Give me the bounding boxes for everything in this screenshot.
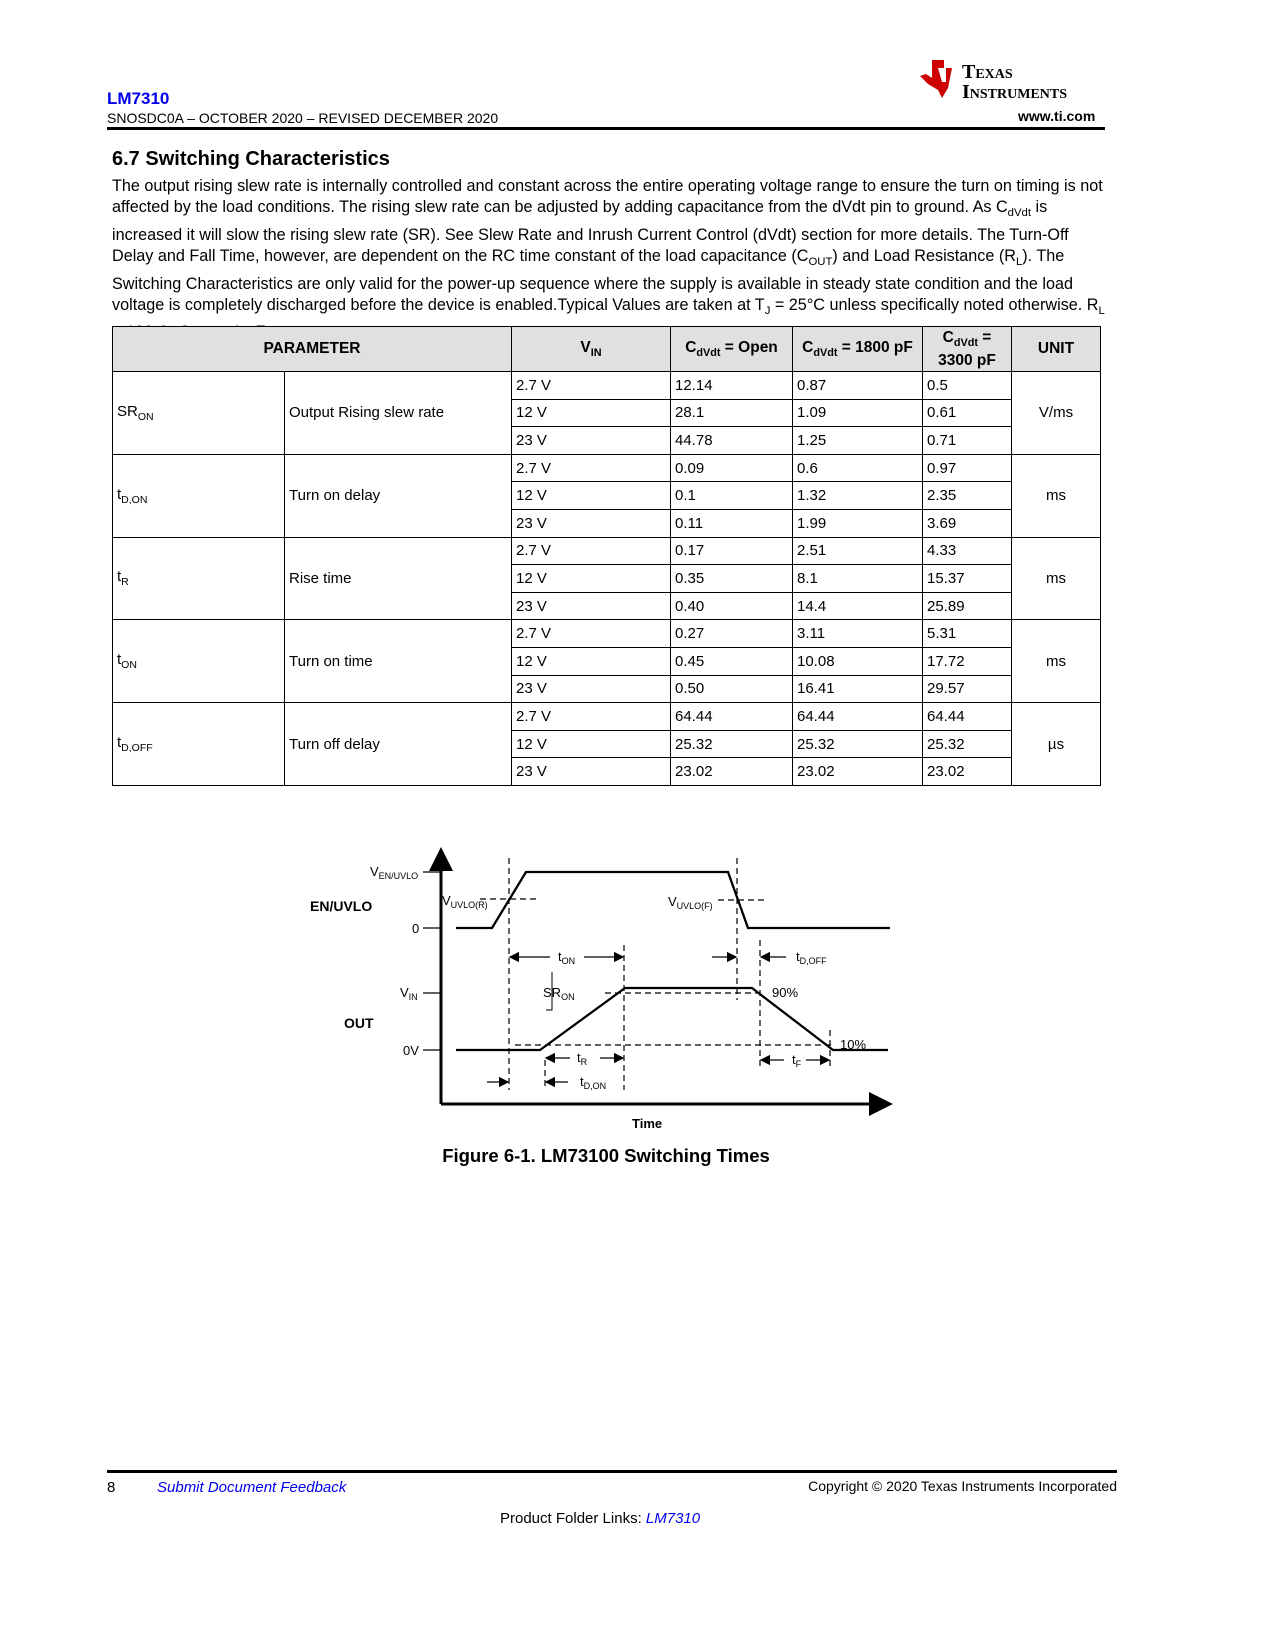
vin-cell: 12 V	[512, 482, 671, 510]
vin-cell: 23 V	[512, 509, 671, 537]
c1800-cell: 0.6	[793, 454, 923, 482]
sr-on-label: $SR_{ON}$	[543, 985, 575, 1002]
c1800-cell: 10.08	[793, 647, 923, 675]
open-cell: 0.09	[671, 454, 793, 482]
param-symbol: $t_R$	[113, 537, 285, 620]
subscript: L	[1098, 305, 1105, 318]
unit-cell: V/ms	[1012, 372, 1101, 455]
param-description: Output Rising slew rate	[285, 372, 512, 455]
c1800-cell: 0.87	[793, 372, 923, 400]
param-description: Turn off delay	[285, 703, 512, 786]
c3300-cell: 17.72	[923, 647, 1012, 675]
zero-label: 0	[412, 921, 420, 936]
uvlo-f-label: $V_{UVLO(F)}$	[668, 894, 713, 911]
copyright: Copyright © 2020 Texas Instruments Incorporated	[808, 1478, 1117, 1494]
open-cell: 23.02	[671, 758, 793, 786]
footer-rule	[107, 1470, 1117, 1473]
open-cell: 0.27	[671, 620, 793, 648]
paragraph-text: ). The Switching Characteristics are only valid for the power-up sequence where the supply is available in steady state condition and the load voltage is completely discharged before the device is enabled.Typical Values are taken at T	[112, 247, 1074, 314]
c1800-cell: 16.41	[793, 675, 923, 703]
c3300-cell: 25.89	[923, 592, 1012, 620]
c1800-cell: 14.4	[793, 592, 923, 620]
c1800-cell: 3.11	[793, 620, 923, 648]
open-cell: 0.17	[671, 537, 793, 565]
guide-lines	[480, 858, 835, 1090]
p10-label: 10%	[840, 1037, 867, 1052]
vin-cell: 12 V	[512, 565, 671, 593]
c3300-cell: 2.35	[923, 482, 1012, 510]
c3300-cell: 23.02	[923, 758, 1012, 786]
uvlo-r-label: $V_{UVLO(R)}$	[442, 893, 488, 910]
out-waveform	[456, 988, 888, 1050]
c1800-cell: 1.09	[793, 399, 923, 427]
v-en-label: $V_{EN/UVLO}$	[370, 864, 419, 881]
unit-cell: ms	[1012, 454, 1101, 537]
t-r-label: $t_R$	[577, 1050, 588, 1067]
v-in-label: $V_{IN}$	[400, 985, 418, 1002]
vin-cell: 2.7 V	[512, 537, 671, 565]
site-link[interactable]: www.ti.com	[1018, 108, 1096, 124]
param-description: Rise time	[285, 537, 512, 620]
c3300-cell: 4.33	[923, 537, 1012, 565]
t-don-label: $t_{D,ON}$	[580, 1074, 607, 1091]
subscript: OUT	[808, 256, 833, 269]
time-label: Time	[632, 1116, 663, 1131]
page-number: 8	[107, 1479, 116, 1496]
c3300-cell: 0.61	[923, 399, 1012, 427]
vin-cell: 12 V	[512, 399, 671, 427]
product-folder-link[interactable]: LM7310	[645, 1510, 701, 1527]
subscript: J	[764, 305, 771, 318]
en-uvlo-label: EN/UVLO	[310, 898, 373, 914]
col-open: $C_{dVdt}$ = Open	[671, 327, 793, 372]
out-label: OUT	[344, 1015, 374, 1031]
section-title: 6.7 Switching Characteristics	[112, 148, 390, 170]
logo-text-2: Instruments	[962, 81, 1068, 103]
doc-revision: SNOSDC0A – OCTOBER 2020 – REVISED DECEMBER 2020	[107, 110, 499, 126]
c1800-cell: 8.1	[793, 565, 923, 593]
t-doff-label: $t_{D,OFF}$	[796, 949, 827, 966]
open-cell: 0.11	[671, 509, 793, 537]
vin-cell: 23 V	[512, 758, 671, 786]
c3300-cell: 64.44	[923, 703, 1012, 731]
col-3300: $C_{dVdt} = 3300$ pF	[923, 327, 1012, 372]
part-number-link[interactable]: LM7310	[107, 89, 170, 108]
vin-cell: 12 V	[512, 730, 671, 758]
param-description: Turn on time	[285, 620, 512, 703]
open-cell: 64.44	[671, 703, 793, 731]
col-unit: UNIT	[1012, 327, 1101, 372]
c3300-cell: 29.57	[923, 675, 1012, 703]
subscript: L	[1015, 256, 1023, 269]
figure-caption: Figure 6-1. LM73100 Switching Times	[442, 1145, 770, 1166]
paragraph-text: is increased it will slow the rising slew rate (SR). See Slew Rate and Inrush Current Control (dVdt) section for more details. The Turn-Off Delay and Fall Time, however, are dependent on the RC time constant of the load capacitance (C	[112, 198, 1069, 266]
param-description: Turn on delay	[285, 454, 512, 537]
open-cell: 0.35	[671, 565, 793, 593]
paragraph-text: = 25°C unless specifically noted otherwise. R	[770, 295, 1099, 314]
c3300-cell: 0.71	[923, 427, 1012, 455]
c3300-cell: 3.69	[923, 509, 1012, 537]
product-folder-links: Product Folder Links: LM7310	[500, 1510, 701, 1527]
vin-cell: 2.7 V	[512, 454, 671, 482]
vin-cell: 2.7 V	[512, 372, 671, 400]
vin-cell: 23 V	[512, 592, 671, 620]
vin-cell: 23 V	[512, 427, 671, 455]
col-vin: $V_{IN}$	[512, 327, 671, 372]
open-cell: 0.50	[671, 675, 793, 703]
vin-cell: 23 V	[512, 675, 671, 703]
vin-cell: 2.7 V	[512, 620, 671, 648]
c3300-cell: 0.97	[923, 454, 1012, 482]
p90-label: 90%	[772, 985, 799, 1000]
open-cell: 0.1	[671, 482, 793, 510]
c1800-cell: 1.32	[793, 482, 923, 510]
param-symbol: $SR_{ON}$	[113, 372, 285, 455]
c1800-cell: 64.44	[793, 703, 923, 731]
vin-cell: 12 V	[512, 647, 671, 675]
param-symbol: $t_{ON}$	[113, 620, 285, 703]
c1800-cell: 2.51	[793, 537, 923, 565]
open-cell: 0.45	[671, 647, 793, 675]
paragraph-text: ) and Load Resistance (R	[832, 247, 1016, 266]
logo-text-1: Texas	[962, 61, 1013, 83]
col-parameter: PARAMETER	[113, 327, 512, 372]
unit-cell: ms	[1012, 537, 1101, 620]
c1800-cell: 1.99	[793, 509, 923, 537]
param-symbol: $t_{D,ON}$	[113, 454, 285, 537]
open-cell: 44.78	[671, 427, 793, 455]
c3300-cell: 15.37	[923, 565, 1012, 593]
c1800-cell: 23.02	[793, 758, 923, 786]
unit-cell: ms	[1012, 620, 1101, 703]
open-cell: 28.1	[671, 399, 793, 427]
vin-cell: 2.7 V	[512, 703, 671, 731]
open-cell: 0.40	[671, 592, 793, 620]
c3300-cell: 25.32	[923, 730, 1012, 758]
zero-v-label: 0V	[403, 1043, 419, 1058]
subscript: dVdt	[1007, 207, 1031, 220]
c3300-cell: 5.31	[923, 620, 1012, 648]
paragraph-text: The output rising slew rate is internally controlled and constant across the entire operating voltage range to ensure the turn on timing is not affected by the load conditions. The rising slew rate can be adjusted by adding capacitance from the dVdt pin to ground. As C	[112, 177, 1103, 217]
param-symbol: $t_{D,OFF}$	[113, 703, 285, 786]
open-cell: 12.14	[671, 372, 793, 400]
unit-cell: µs	[1012, 703, 1101, 786]
col-1800: $C_{dVdt} = 1800$ pF	[793, 327, 923, 372]
c1800-cell: 25.32	[793, 730, 923, 758]
open-cell: 25.32	[671, 730, 793, 758]
c3300-cell: 0.5	[923, 372, 1012, 400]
feedback-link[interactable]: Submit Document Feedback	[157, 1479, 347, 1496]
t-on-label: $t_{ON}$	[558, 949, 576, 966]
c1800-cell: 1.25	[793, 427, 923, 455]
t-f-label: $t_F$	[792, 1052, 802, 1069]
